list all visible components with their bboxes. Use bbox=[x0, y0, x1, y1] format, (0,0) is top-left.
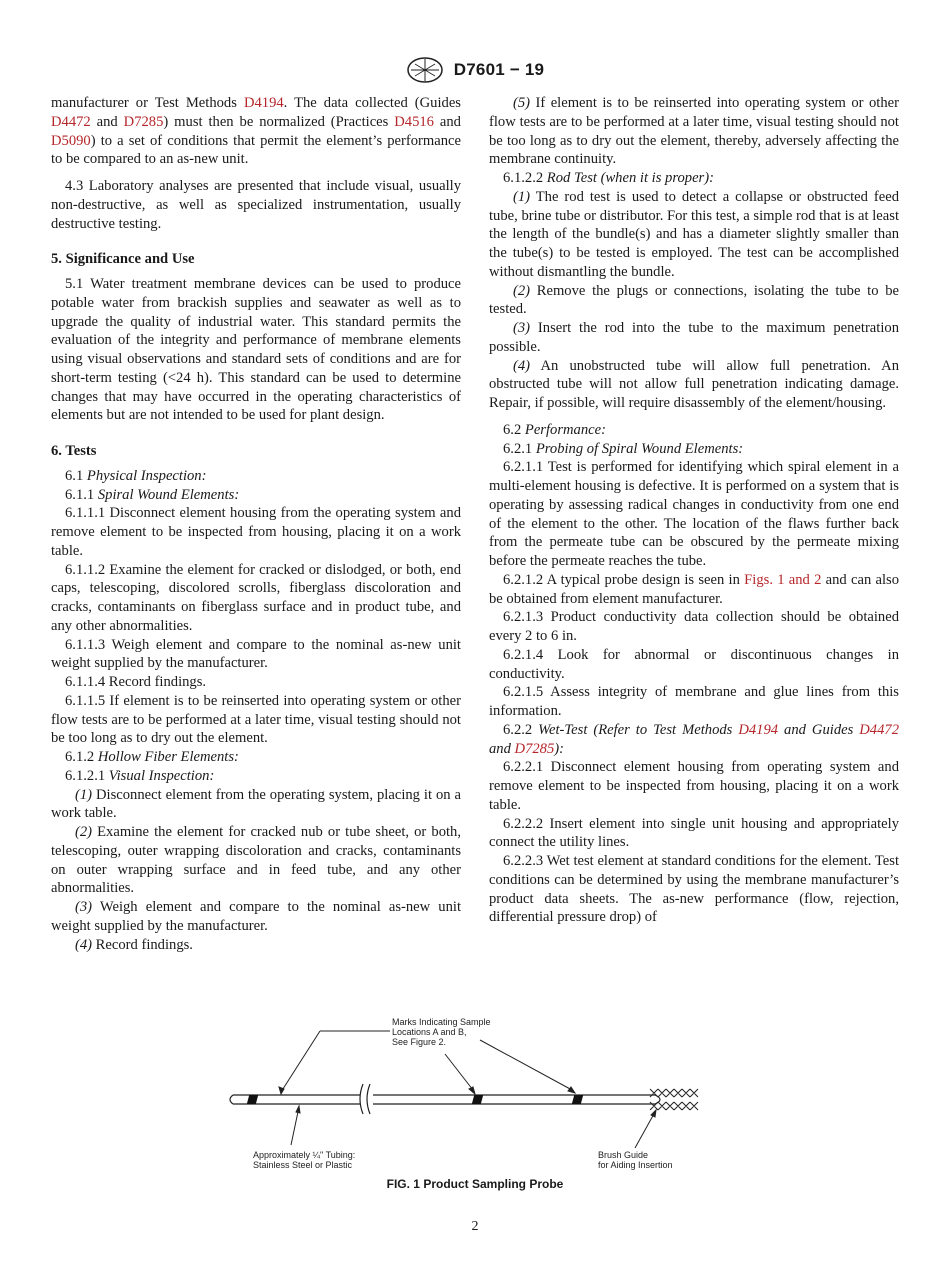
ref-link[interactable]: D4472 bbox=[51, 113, 91, 130]
paragraph-6-2-2-3: 6.2.2.3 Wet test element at standard conditions for the element. Test conditions can be determined by using the membrane manufacturer’s product data sheets. The as-new performance (flow, rejection, differential pressure drop) of bbox=[489, 853, 899, 926]
paragraph-6-1-1-3: 6.1.1.3 Weigh element and compare to the nominal as-new unit weight supplied by the manufacturer. bbox=[51, 636, 461, 672]
list-item: (2) Examine the element for cracked nub or tube sheet, or both, telescoping, outer wrapping discoloration and cracks, contaminants on outer wrapping surface and in feed tube, and any other abnormalities. bbox=[51, 824, 461, 897]
brush-guide-icon bbox=[650, 1089, 698, 1110]
probe-tube bbox=[230, 1095, 660, 1104]
paragraph-6-1-1-4: 6.1.1.4 Record findings. bbox=[65, 674, 207, 690]
paragraph-6-1-1-1: 6.1.1.1 Disconnect element housing from the operating system and remove element to be inspected from housing, placing it on a work table. bbox=[51, 505, 461, 559]
label-tubing: Approximately ¼" Tubing: Stainless Steel or Plastic bbox=[253, 1150, 356, 1170]
sample-mark bbox=[472, 1095, 483, 1104]
paragraph-6-2-1-4: 6.2.1.4 Look for abnormal or discontinuous changes in conductivity. bbox=[489, 646, 899, 682]
paragraph-6-1-1-2: 6.1.1.2 Examine the element for cracked or dislodged, or both, end caps, telescoping, discolored scrolls, fiberglass discoloration and cracks, contaminants on fiberglass surface and in product tube, and any other abnormalities. bbox=[51, 561, 461, 634]
paragraph-6-2-1-1: 6.2.1.1 Test is performed for identifying which spiral element in a multi-element housing is defective. It is performed on a system that is operating by assessing radical changes in conductivity from one end of the element to the other. The location of the flaws further back from the permeate tube can be obscured by the permeate mixing before the permeate reaches the tube. bbox=[489, 459, 899, 569]
figure-ref-link[interactable]: Figs. 1 and 2 bbox=[744, 571, 822, 588]
label-brush-guide: Brush Guide for Aiding Insertion bbox=[598, 1150, 673, 1170]
paragraph-6-1-1-5: 6.1.1.5 If element is to be reinserted into operating system or other flow tests are to be performed at a later time, visual testing should not be too long as to dry out the element. bbox=[51, 692, 461, 747]
ref-link[interactable]: D5090 bbox=[51, 132, 91, 149]
astm-logo-icon bbox=[406, 57, 444, 83]
page-number: 2 bbox=[471, 1219, 479, 1234]
paragraph-6-2-2-1: 6.2.2.1 Disconnect element housing from operating system and remove element to be inspected from housing, placing it on a work table. bbox=[489, 759, 899, 813]
paragraph-6-2-1: 6.2.1 Probing of Spiral Wound Elements: bbox=[503, 440, 744, 457]
section-heading-6: 6. Tests bbox=[51, 443, 97, 459]
ref-link[interactable]: D4194 bbox=[243, 95, 284, 111]
right-column bbox=[489, 94, 899, 927]
ref-link[interactable]: D4472 bbox=[859, 721, 899, 738]
ref-link[interactable]: D4516 bbox=[394, 113, 434, 130]
list-item: (1) Disconnect element from the operating system, placing it on a work table. bbox=[51, 786, 461, 822]
paragraph-6-2-1-3: 6.2.1.3 Product conductivity data collection should be obtained every 2 to 6 in. bbox=[489, 609, 899, 644]
paragraph-6-1: 6.1 Physical Inspection: bbox=[65, 467, 207, 484]
ref-link[interactable]: D7285 bbox=[123, 113, 164, 130]
left-column bbox=[51, 94, 461, 954]
list-item: (5) If element is to be reinserted into operating system or other flow tests are to be performed at a later time, visual testing should not be too long as to dry out the element, thereby, adversely affecting the membrane continuity. bbox=[489, 95, 899, 168]
list-item: (2) Remove the plugs or connections, isolating the tube to be tested. bbox=[489, 282, 899, 318]
paragraph-4-3: 4.3 Laboratory analyses are presented that include visual, usually non-destructive, as well as specialized instrumentation, usually destructive testing. bbox=[51, 178, 461, 232]
probe-figure bbox=[225, 1010, 725, 1180]
paragraph-6-1-1: 6.1.1 Spiral Wound Elements: bbox=[65, 486, 240, 503]
figure-caption: FIG. 1 Product Sampling Probe bbox=[386, 1177, 564, 1191]
ref-link[interactable]: D4194 bbox=[738, 721, 779, 738]
list-item: (3) Insert the rod into the tube to the maximum penetration possible. bbox=[489, 320, 899, 355]
list-item: (1) The rod test is used to detect a collapse or obstructed feed tube, brine tube or distributor. For this test, a simple rod that is at least the length of the bundle(s) and has a diameter slightly smaller than the tube(s) to be tested is employed. The test can be accomplished without dismantling the bundle. bbox=[489, 188, 899, 280]
list-item: (4) An unobstructed tube will allow full penetration. An obstructed tube will not allow full penetration indicating damage. Repair, if possible, will require disassembly of the element/housing. bbox=[489, 357, 899, 411]
paragraph-6-1-2: 6.1.2 Hollow Fiber Elements: bbox=[65, 749, 239, 765]
paragraph-6-2-1-5: 6.2.1.5 Assess integrity of membrane and glue lines from this information. bbox=[489, 684, 899, 719]
paragraph-6-1-2-1: 6.1.2.1 Visual Inspection: bbox=[65, 767, 215, 784]
paragraph-6-2-2-2: 6.2.2.2 Insert element into single unit housing and appropriately connect the utility lines. bbox=[489, 815, 899, 851]
ref-link[interactable]: D7285 bbox=[514, 740, 555, 757]
paragraph-4-2-cont: manufacturer or Test Methods D4194. The data collected (Guides D4472 and D7285) must then be normalized (Practices D4516 and D5090) to a set of conditions that permit the element’s performance to be compared to an as-new unit. bbox=[51, 95, 461, 168]
list-item: (4) Record findings. bbox=[75, 936, 193, 953]
label-marks: Marks Indicating Sample Locations A and B, See Figure 2. bbox=[392, 1017, 491, 1047]
section-heading-5: 5. Significance and Use bbox=[51, 251, 195, 268]
paragraph-5-1: 5.1 Water treatment membrane devices can be used to produce potable water from brackish supplies and seawater as well as to upgrade the quality of industrial water. This standard permits the evaluation of the integrity and performance of membrane elements using visual observations and standard sets of conditions and are for short-term testing (<24 h). This standard can be used to determine changes that may have occurred in the operating characteristics of elements but are not intended to be used for plant design. bbox=[51, 276, 461, 424]
paragraph-6-2-1-2: 6.2.1.2 A typical probe design is seen in Figs. 1 and 2 and can also be obtained from element manufacturer. bbox=[489, 571, 900, 607]
paragraph-6-2-2: 6.2.2 Wet-Test (Refer to Test Methods D4194 and Guides D4472 and D7285): bbox=[489, 721, 899, 757]
sample-mark bbox=[247, 1095, 258, 1104]
break-symbol-icon bbox=[360, 1084, 370, 1114]
paragraph-6-2: 6.2 Performance: bbox=[503, 421, 606, 438]
page-header bbox=[0, 57, 950, 83]
standard-designation: D7601 − 19 bbox=[453, 60, 545, 79]
sample-mark bbox=[572, 1095, 583, 1104]
leader-lines bbox=[279, 1031, 656, 1148]
paragraph-6-1-2-2: 6.1.2.2 Rod Test (when it is proper): bbox=[503, 170, 714, 186]
list-item: (3) Weigh element and compare to the nominal as-new unit weight supplied by the manufacturer. bbox=[51, 899, 461, 934]
